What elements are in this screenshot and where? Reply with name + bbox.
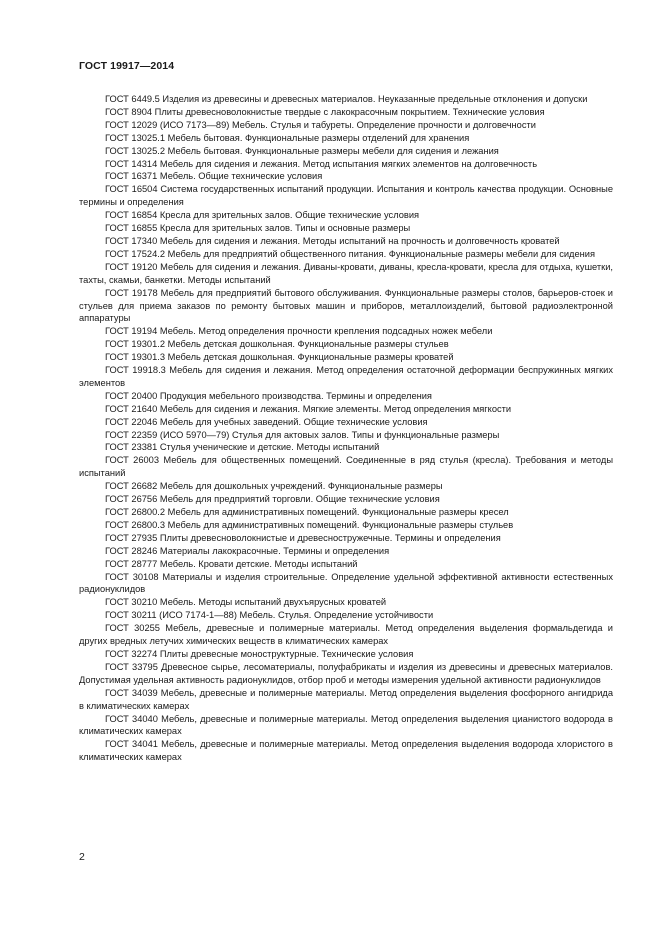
reference-item: ГОСТ 27935 Плиты древесноволокнистые и древесностружечные. Термины и определения (105, 532, 501, 543)
reference-item: ГОСТ 23381 Стулья ученические и детские. Методы испытаний (105, 442, 380, 453)
reference-item: ГОСТ 6449.5 Изделия из древесины и древесных материалов. Неуказанные предельные отклонения и допуски (105, 94, 588, 104)
reference-item: ГОСТ 28246 Материалы лакокрасочные. Термины и определения (105, 545, 390, 556)
reference-item: ГОСТ 26682 Мебель для дошкольных учреждений. Функциональные размеры (105, 481, 443, 492)
reference-item: ГОСТ 19918.3 Мебель для сидения и лежания. Метод определения остаточной деформации беспружинных мягких элементов (79, 365, 613, 388)
reference-item: ГОСТ 30255 Мебель, древесные и полимерные материалы. Метод определения выделения формальдегида и других вредных летучих химических веществ в климатических камерах (79, 623, 613, 647)
reference-item: ГОСТ 19178 Мебель для предприятий бытового обслуживания. Функциональные размеры столов, барьеров-стоек и стульев для приема заказов по ремонту бытовых машин и приборов, металлоизделий, бытовой радиоэлектронной аппаратуры (79, 287, 613, 324)
reference-item: ГОСТ 33795 Древесное сырье, лесоматериалы, полуфабрикаты и изделия из древесины и древесных материалов. Допустимая удельная активность радионуклидов, отбор проб и методы измерения удельной активности радионуклидов (79, 661, 613, 685)
reference-item: ГОСТ 19120 Мебель для сидения и лежания. Диваны-кровати, диваны, кресла-кровати, кресла для отдыха, кушетки, тахты, скамьи, банкетки. Методы испытаний (79, 261, 613, 285)
reference-item: ГОСТ 34040 Мебель, древесные и полимерные материалы. Метод определения выделения цианистого водорода в климатических камерах (79, 713, 613, 737)
reference-item: ГОСТ 30108 Материалы и изделия строительные. Определение удельной эффективной активности естественных радионуклидов (79, 571, 613, 595)
reference-item: ГОСТ 26800.2 Мебель для административных помещений. Функциональные размеры кресел (105, 507, 509, 517)
reference-item: ГОСТ 13025.1 Мебель бытовая. Функциональные размеры отделений для хранения (105, 132, 470, 143)
reference-item: ГОСТ 17524.2 Мебель для предприятий общественного питания. Функциональные размеры мебели для сидения (105, 248, 596, 259)
reference-item: ГОСТ 19301.2 Мебель детская дошкольная. Функциональные размеры стульев (105, 339, 449, 350)
reference-item: ГОСТ 26756 Мебель для предприятий торговли. Общие технические условия (105, 494, 440, 505)
reference-item: ГОСТ 8904 Плиты древесноволокнистые твердые с лакокрасочным покрытием. Технические условия (105, 106, 545, 117)
reference-item: ГОСТ 22046 Мебель для учебных заведений. Общие технические условия (105, 416, 428, 427)
document-header: ГОСТ 19917—2014 (79, 60, 175, 72)
reference-item: ГОСТ 20400 Продукция мебельного производства. Термины и определения (105, 390, 432, 401)
reference-item: ГОСТ 21640 Мебель для сидения и лежания. Мягкие элементы. Метод определения мягкости (105, 403, 512, 414)
reference-item: ГОСТ 13025.2 Мебель бытовая. Функциональные размеры мебели для сидения и лежания (105, 145, 499, 156)
reference-item: ГОСТ 19301.3 Мебель детская дошкольная. Функциональные размеры кроватей (105, 352, 454, 363)
reference-item: ГОСТ 14314 Мебель для сидения и лежания. Метод испытания мягких элементов на долговечность (105, 158, 538, 169)
reference-item: ГОСТ 17340 Мебель для сидения и лежания. Методы испытаний на прочность и долговечность кроватей (105, 235, 560, 246)
reference-item: ГОСТ 28777 Мебель. Кровати детские. Методы испытаний (105, 558, 358, 569)
reference-item: ГОСТ 32274 Плиты древесные моноструктурные. Технические условия (105, 648, 414, 659)
reference-item: ГОСТ 26003 Мебель для общественных помещений. Соединенные в ряд стулья (кресла). Требования и методы испытаний (79, 455, 613, 479)
reference-item: ГОСТ 34041 Мебель, древесные и полимерные материалы. Метод определения выделения водорода хлористого в климатических камерах (79, 739, 613, 763)
reference-item: ГОСТ 16854 Кресла для зрительных залов. Общие технические условия (105, 210, 420, 221)
reference-item: ГОСТ 16855 Кресла для зрительных залов. Типы и основные размеры (105, 223, 411, 234)
reference-item: ГОСТ 30211 (ИСО 7174-1—88) Мебель. Стулья. Определение устойчивости (105, 610, 434, 621)
page-number: 2 (79, 851, 85, 863)
reference-item: ГОСТ 26800.3 Мебель для административных помещений. Функциональные размеры стульев (105, 519, 514, 530)
reference-item: ГОСТ 34039 Мебель, древесные и полимерные материалы. Метод определения выделения фосфорного ангидрида в климатических камерах (79, 687, 613, 711)
reference-item: ГОСТ 12029 (ИСО 7173—89) Мебель. Стулья и табуреты. Определение прочности и долговечности (105, 119, 536, 130)
reference-item: ГОСТ 16371 Мебель. Общие технические условия (105, 171, 323, 182)
reference-item: ГОСТ 19194 Мебель. Метод определения прочности крепления подсадных ножек мебели (105, 326, 493, 337)
normative-references-list (79, 93, 613, 764)
reference-item: ГОСТ 22359 (ИСО 5970—79) Стулья для актовых залов. Типы и функциональные размеры (105, 429, 500, 440)
reference-item: ГОСТ 30210 Мебель. Методы испытаний двухъярусных кроватей (105, 597, 387, 608)
reference-item: ГОСТ 16504 Система государственных испытаний продукции. Испытания и контроль качества продукции. Основные термины и определения (79, 184, 613, 208)
